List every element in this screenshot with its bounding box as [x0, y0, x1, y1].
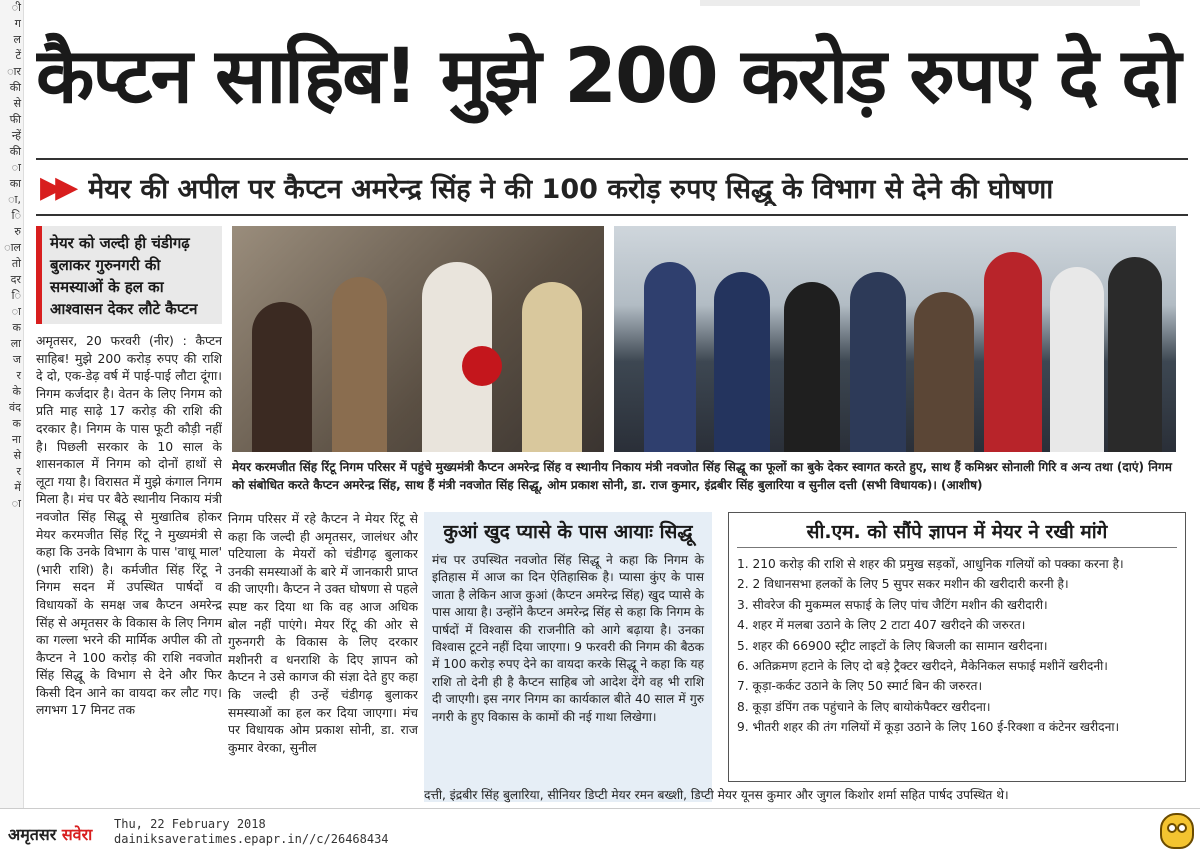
photo-figure [984, 252, 1042, 452]
demand-item: 4. शहर में मलबा उठाने के लिए 2 टाटा 407 खरीदने की जरुरत। [737, 618, 1026, 633]
edge-fragment: वंद [9, 401, 21, 414]
subheadline: मेयर की अपील पर कैप्टन अमरेन्द्र सिंह ने की 100 करोड़ रुपए सिद्धू के विभाग से देने की घोषणा [88, 173, 1054, 205]
edge-fragment: की [9, 81, 21, 94]
demand-item: 3. सीवरेज की मुकम्मल सफाई के लिए पांच जैटिंग मशीन की खरीदारी। [737, 597, 1048, 612]
edge-fragment: की [9, 145, 21, 158]
demand-item: 1. 210 करोड़ की राशि से शहर की प्रमुख सड़कों, आधुनिक गलियों को पक्का करना है। [737, 557, 1124, 571]
photo-caption: मेयर करमजीत सिंह रिंटू निगम परिसर में पहुंचे मुख्यमंत्री कैप्टन अमरेन्द्र सिंह व स्थानीय निकाय मंत्री नवजोत सिंह सिद्धू का फूलों का बुके देकर स्वागत करते हुए, साथ हैं कमिश्नर सोनाली गिरि व अन्य तथा (दाएं) निगम को संबोधित करते कैप्टन अमरेन्द्र सिंह, साथ हैं मंत्री नवजोत सिंह सिद्धू, ओम प्रकाश सोनी, डा. राज कुमार, इंद्रबीर सिंह बुलारिया व सुनील दत्ती (सभी विधायक)। (आशीष) [232, 460, 1172, 492]
edge-fragment: फी [9, 113, 21, 126]
edge-fragment: दर [10, 273, 21, 286]
edge-fragment: ल [13, 33, 21, 46]
demands-heading: सी.एम. को सौंपे ज्ञापन में मेयर ने रखी मांगे [737, 517, 1177, 548]
demand-item: 2. 2 विधानसभा हलकों के लिए 5 सुपर सकर मशीन की खरीदारी करनी है। [737, 577, 1069, 592]
photo-figure [850, 272, 906, 452]
edge-fragment: ा [11, 161, 21, 174]
photo-figure [914, 292, 974, 452]
logo-paper: सवेरा [61, 825, 93, 844]
edge-fragment: के [12, 385, 21, 398]
sidebar-box-sidhu [424, 512, 712, 802]
demand-item: 9. भीतरी शहर की तंग गलियों में कूड़ा उठाने के लिए 160 ई-रिक्शा व कंटेनर खरीदना। [737, 720, 1120, 735]
article-column-1: अमृतसर, 20 फरवरी (नीर) : कैप्टन साहिब! मुझे 200 करोड़ रुपए की राशि दे दो, एक-डेढ़ वर्ष में पाई-पाई लौटा दूंगा। निगम कर्जदार है। वेतन के लिए निगम को प्रति माह साढ़े 17 करोड़ की राशि की दरकार है। निगम के पास फूटी कौड़ी नहीं है। पिछली सरकार के 10 साल के शासनकाल में निगम को दोनों हाथों से लूटा गया है। विरासत में मुझे कंगाल निगम मिला है। मंच पर बैठे स्थानीय निकाय मंत्री नवजोत सिंह सिद्धू से मुखातिब होकर मेयर करमजीत सिंह रिंटू ने मुख्यमंत्री से कहा कि उनके विभाग के पास 'वाधू माल' (भारी राशि) है। कर्मजीत सिंह रिंटू ने निगम सदन में उपस्थित पार्षदों व विधायकों के समक्ष जब कैप्टन अमरेन्द्र सिंह से अमृतसर के विकास के लिए निगम का गल्ला भरने की मार्मिक अपील की तो कैप्टन ने 100 करोड़ की राशि नवजोत सिंह सिद्धू के विभाग से देने और फिर किसी दिन आने का वायदा कर लौट गए। लगभग 17 मिनट तक [36, 333, 222, 718]
photo-figure [252, 302, 312, 452]
newspaper-logo [8, 823, 92, 845]
edge-fragment: क [12, 417, 21, 430]
demand-item: 6. अतिक्रमण हटाने के लिए दो बड़े ट्रैक्टर खरीदने, मैकेनिकल सफाई मशीनें खरीदनी। [737, 659, 1108, 674]
article-column-2: निगम परिसर में रहे कैप्टन ने मेयर रिंटू से कहा कि जल्दी ही अमृतसर, जालंधर और पटियाला के मेयरों को चंडीगढ़ बुलाकर उनकी समस्याओं के बारे में जानकारी प्राप्त की जाएगी। कैप्टन ने उक्त घोषणा से पहले स्पष्ट कर दिया था कि वह आज अधिक बोल नहीं पाएंगे। मेयर रिंटू की ओर से गुरुनगरी के विकास के लिए दरकार मशीनरी व धनराशि के दिए ज्ञापन को कैप्टन ने उसे कागज की संज्ञा देते हुए कहा कि जल्दी ही उन्हें चंडीगढ़ बुलाकर समस्याओं का हल कर दिया जाएगा। मंच पर विधायक ओम प्रकाश सोनी, डा. राज कुमार वेरका, सुनील [228, 511, 418, 755]
edge-fragment: ा [11, 305, 21, 318]
adjacent-column-edge [0, 0, 24, 808]
edge-fragment: तो [11, 257, 21, 270]
edge-fragment: न्हें [11, 129, 21, 142]
sidebar-box-heading: कुआं खुद प्यासे के पास आयाः सिद्धू [443, 521, 693, 543]
edge-fragment: ला [10, 337, 21, 350]
demand-item: 8. कूड़ा डंपिंग तक पहुंचाने के लिए बायोकंपैक्टर खरीदना। [737, 699, 991, 714]
edition-url[interactable]: dainiksaveratimes.epapr.in//c/26468434 [114, 832, 389, 846]
demand-item: 5. शहर की 66900 स्ट्रीट लाइटों के लिए बिजली का सामान खरीदना। [737, 638, 1048, 653]
photo-welcome-bouquet [232, 226, 604, 452]
edge-fragment: ज [12, 353, 21, 366]
edge-fragment: र [16, 465, 21, 478]
photo-figure [1050, 267, 1104, 452]
edge-fragment: ा, [8, 193, 21, 206]
edge-fragment: से [13, 97, 21, 110]
top-strip [700, 0, 1140, 6]
edge-fragment: रु [14, 225, 21, 238]
edge-fragment: ा [11, 497, 21, 510]
edge-fragment: में [14, 481, 21, 494]
demand-item: 7. कूड़ा-कर्कट उठाने के लिए 50 स्मार्ट बिन की जरुरत। [737, 679, 983, 694]
edition-date: Thu, 22 February 2018 [114, 817, 266, 831]
edge-fragment: ी [11, 1, 21, 14]
photo-figure [644, 262, 696, 452]
edge-fragment: र [16, 369, 21, 382]
edition-info [114, 817, 389, 847]
demands-box [728, 512, 1186, 782]
photo-figure [714, 272, 770, 452]
headline: कैप्टन साहिब! मुझे 200 करोड़ रुपए दे दो [36, 31, 1180, 120]
edge-fragment: टें [15, 49, 21, 62]
edge-fragment: क [12, 321, 21, 334]
edge-fragment: से [13, 449, 21, 462]
photo-figure [1108, 257, 1162, 452]
demands-list [737, 554, 1177, 738]
photo-figure [332, 277, 387, 452]
sidebar-box-body: मंच पर उपस्थित नवजोत सिंह सिद्धू ने कहा कि निगम के इतिहास में आज का दिन ऐतिहासिक है। प्यासा कुंए के पास जाता है लेकिन आज कुआं (कैप्टन अमरेन्द्र सिंह) खुद प्यासे के पास आया है। उन्होंने कैप्टन अमरेन्द्र सिंह से कहा कि निगम के पार्षदों में विश्वास की राजनीति को आगे बढ़ाया है। उनका विश्वास टूटने नहीं दिया जाएगा। 9 फरवरी की निगम की बैठक में 100 करोड़ रुपए देने का वायदा करके सिद्धू ने कहा कि यह राशि तो देनी ही है कैप्टन साहिब जो आदेश देंगे वह भी राशि दी जाएगी। इस नगर निगम का कार्यकाल बीते 40 साल में गुरु नगरी के हुए विकास के कामों की नई गाथा लिखेगा। [432, 553, 704, 724]
footer [0, 808, 1200, 852]
photo-figure [784, 282, 840, 452]
edge-fragment: ार [7, 65, 21, 78]
edge-fragment: ाल [4, 241, 21, 254]
subheadline-bar [36, 158, 1188, 216]
edge-fragment: ि [11, 289, 21, 302]
edge-fragment: ि [11, 209, 21, 222]
article-continuation: दत्ती, इंद्रबीर सिंह बुलारिया, सीनियर डिप्टी मेयर रमन बख्शी, डिप्टी मेयर यूनस कुमार और जुगल किशोर शर्मा सहित पार्षद उपस्थित थे। [424, 788, 1009, 802]
double-arrow-icon: ▶▶ [40, 169, 71, 205]
logo-city: अमृतसर [8, 825, 57, 844]
edge-fragment: का [9, 177, 21, 190]
owl-icon [1160, 813, 1194, 849]
edge-fragment: ग [14, 17, 21, 30]
edge-fragment: ना [12, 433, 21, 446]
photo-stage-address [614, 226, 1176, 452]
side-highlight-box [36, 226, 222, 324]
side-highlight-text: मेयर को जल्दी ही चंडीगढ़ बुलाकर गुरुनगरी की समस्याओं के हल का आश्वासन देकर लौटे कैप्टन [50, 234, 198, 318]
bouquet [462, 346, 502, 386]
photo-figure [522, 282, 582, 452]
